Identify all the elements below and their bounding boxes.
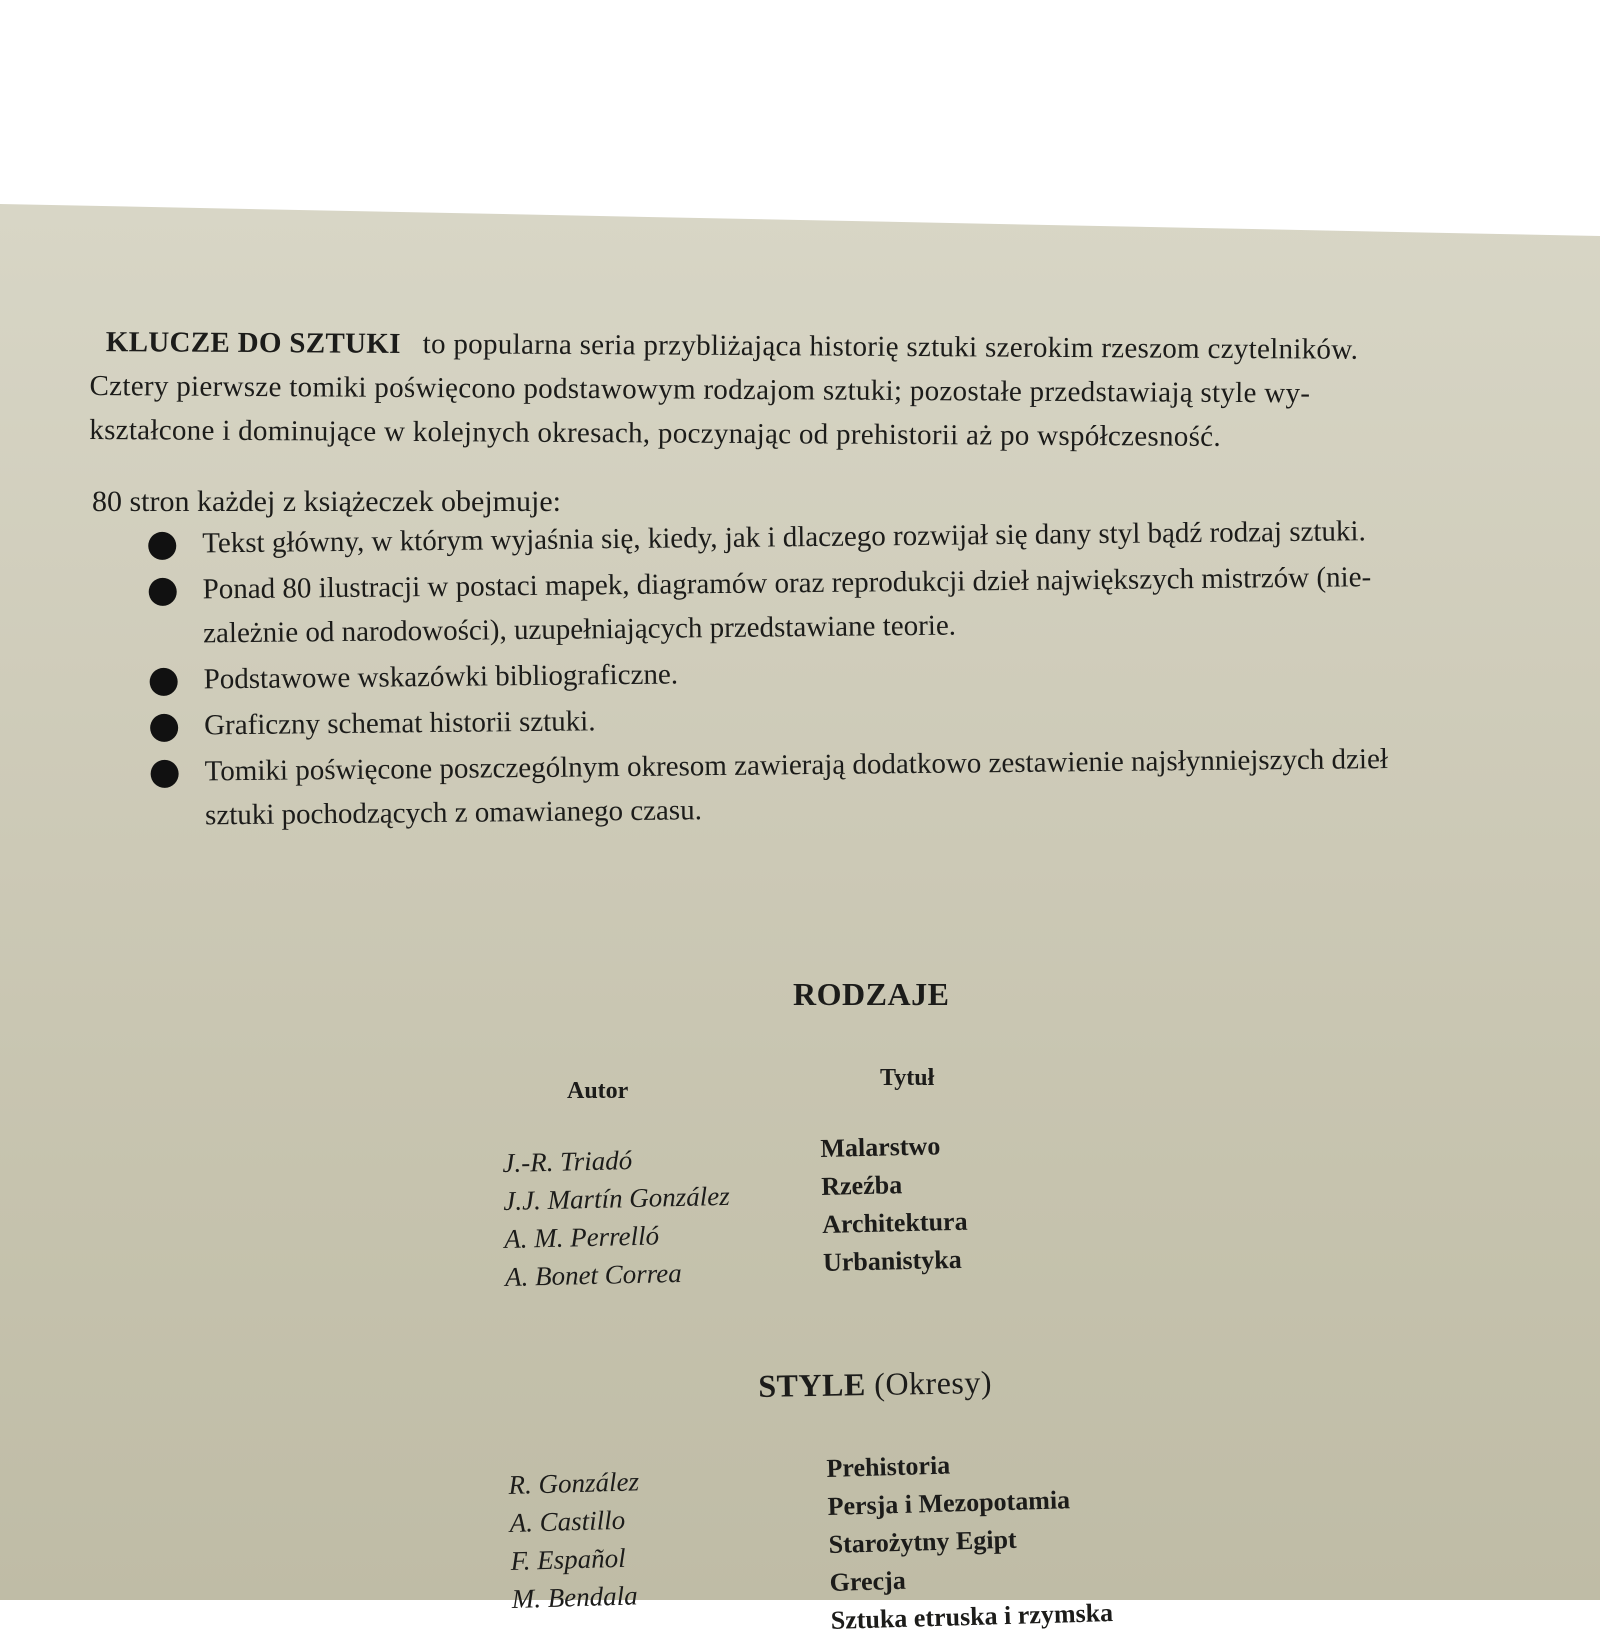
author-name: F. Español <box>510 1542 627 1576</box>
feature-text: Tekst główny, w którym wyjaśnia się, kiedy, jak i dlaczego rozwijał się dany styl bądź rodzaj sztuki. <box>202 515 1366 560</box>
author-name: J.J. Martín González <box>502 1180 731 1216</box>
feature-text: Podstawowe wskazówki bibliograficzne. <box>203 658 679 696</box>
bullet-icon <box>149 578 177 606</box>
book-title: Grecja <box>829 1565 907 1597</box>
feature-item <box>148 553 1549 656</box>
feature-item <box>150 735 1551 838</box>
bullet-icon <box>148 532 176 560</box>
intro-line-1-rest: to popularna seria przybliżająca historię sztuki szerokim rzeszom czytelników. <box>422 328 1359 366</box>
book-title: Rzeźba <box>820 1170 903 1201</box>
book-title: Starożytny Egipt <box>828 1524 1018 1559</box>
author-name: R. González <box>508 1466 640 1500</box>
contents-intro: 80 stron każdej z książeczek obejmuje: <box>92 485 561 518</box>
feature-list <box>148 507 1551 840</box>
author-column-header: Autor <box>567 1078 629 1104</box>
book-title: Malarstwo <box>820 1131 941 1163</box>
styles-title: STYLE <box>758 1366 867 1404</box>
title-column-header: Tytuł <box>880 1065 935 1091</box>
style-titles <box>826 1442 1114 1640</box>
book-title: Architektura <box>821 1206 968 1239</box>
feature-text: Tomiki poświęcone poszczególnym okresom zawierają dodatkowo zestawienie najsłynniejszych dzieł <box>204 743 1389 788</box>
feature-text-continued: zależnie od narodowości), uzupełniających przedstawiane teorie. <box>203 609 957 650</box>
feature-text-continued: sztuki pochodzących z omawianego czasu. <box>204 794 703 832</box>
feature-text: Graficzny schemat historii sztuki. <box>203 705 596 742</box>
styles-heading <box>758 1364 992 1405</box>
feature-text: Ponad 80 ilustracji w postaci mapek, diagramów oraz reprodukcji dzieł największych mistrzów (nie- <box>202 561 1372 606</box>
bullet-icon <box>150 760 178 788</box>
book-title: Sztuka etruska i rzymska <box>830 1598 1114 1635</box>
book-title: Urbanistyka <box>822 1244 963 1277</box>
genre-authors <box>502 1139 732 1296</box>
book-title: Persja i Mezopotamia <box>827 1485 1071 1521</box>
intro-line-2: Cztery pierwsze tomiki poświęcono podstawowym rodzajom sztuki; pozostałe przedstawiają style wy- <box>89 369 1311 410</box>
author-name: M. Bendala <box>511 1580 639 1614</box>
author-name: A. Bonet Correa <box>504 1257 683 1292</box>
bullet-icon <box>150 668 178 696</box>
author-name: A. M. Perrelló <box>503 1220 660 1254</box>
genres-heading: RODZAJE <box>793 976 950 1012</box>
author-name: A. Castillo <box>509 1504 626 1538</box>
series-intro <box>89 320 1560 461</box>
intro-line-3: kształcone i dominujące w kolejnych okresach, poczynając od prehistorii aż po współczesność. <box>89 413 1222 453</box>
styles-subtitle: (Okresy) <box>873 1363 993 1402</box>
style-authors <box>508 1462 643 1618</box>
genre-titles <box>820 1127 969 1282</box>
series-name: KLUCZE DO SZTUKI <box>105 326 401 360</box>
author-name: J.-R. Triadó <box>502 1145 633 1178</box>
book-title: Prehistoria <box>826 1450 951 1483</box>
bullet-icon <box>150 714 178 742</box>
